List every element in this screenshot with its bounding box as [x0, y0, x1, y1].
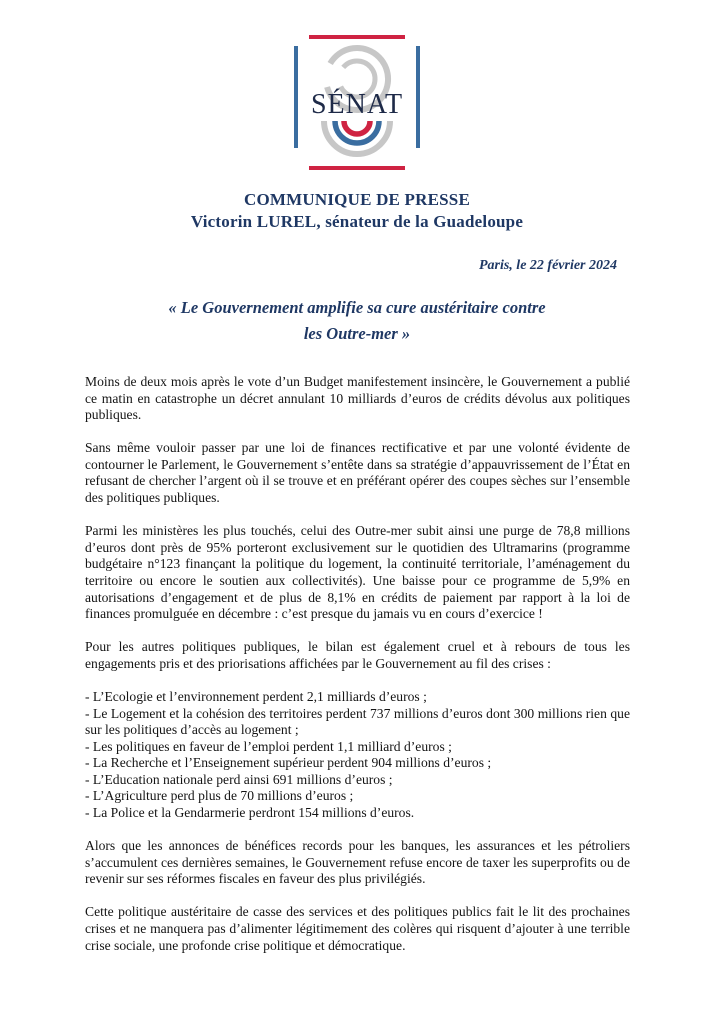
paragraph-strategy: Sans même vouloir passer par une loi de finances rectificative et par une volonté évidente de contourner le Parlement, le Gouvernement s’entête dans sa stratégie d’appauvrissement de l’État en refusant de chercher l’argent où il se trouve et en préférant opérer des coupes sèches sur l’ensemble des politiques publiques.: [85, 440, 630, 506]
list-item-education: - L’Education nationale perd ainsi 691 millions d’euros ;: [85, 771, 393, 787]
author-line: Victorin LUREL, sénateur de la Guadeloupe: [190, 212, 524, 231]
dateline: Paris, le 22 février 2024: [478, 258, 617, 273]
senat-logo: [0, 33, 714, 178]
logo-top-red-bar: [309, 35, 405, 39]
paragraph-conclusion: Cette politique austéritaire de casse des services et des politiques publics fait le lit des prochaines crises et ne manquera pas d’alimenter légitimement des colères qui risquent d’ajouter à une terrible crise sociale, une profonde crise politique et démocratique.: [85, 904, 630, 953]
list-item-police: - La Police et la Gendarmerie perdront 154 millions d’euros.: [85, 805, 415, 821]
press-release-heading: COMMUNIQUE DE PRESSE: [244, 190, 470, 209]
list-item-agriculture: - L’Agriculture perd plus de 70 millions d’euros ;: [85, 788, 354, 804]
senat-logo-text: SÉNAT: [310, 89, 404, 120]
senat-logo-graphic: [292, 33, 422, 173]
logo-right-blue-bar: [416, 46, 420, 148]
logo-left-blue-bar: [294, 46, 298, 148]
document-title-line1: « Le Gouvernement amplifie sa cure austéritaire contre: [168, 298, 546, 317]
paragraph-intro: Moins de deux mois après le vote d’un Budget manifestement insincère, le Gouvernement a publié ce matin en catastrophe un décret annulant 10 milliards d’euros de crédits dévolus aux politiques publiques.: [85, 374, 630, 423]
press-release-header: [0, 189, 714, 233]
list-item-recherche: - La Recherche et l’Enseignement supérieur perdent 904 millions d’euros ;: [85, 755, 492, 771]
paragraph-other-policies: Pour les autres politiques publiques, le bilan est également cruel et à rebours de tous les engagements pris et des priorisations affichées par le Gouvernement au fil des crises :: [85, 639, 630, 671]
list-item-logement: - Le Logement et la cohésion des territoires perdent 737 millions d’euros dont 300 millions rien que sur les politiques d’accès au logement ;: [85, 705, 630, 738]
document-title: [0, 295, 714, 347]
list-item-emploi: - Les politiques en faveur de l’emploi perdent 1,1 milliard d’euros ;: [85, 738, 452, 754]
list-item-ecologie: - L’Ecologie et l’environnement perdent 2,1 milliards d’euros ;: [85, 688, 427, 704]
paragraph-outre-mer: Parmi les ministères les plus touchés, celui des Outre-mer subit ainsi une purge de 78,8 millions d’euros dont près de 95% porteront exclusivement sur le quotidien des Ultramarins (programme budgétaire n°123 finançant la politique du logement, la continuité territoriale, l’aménagement du territoire ou encore le soutien aux collectivités). Une baisse pour ce programme de 5,9% en autorisations d’engagement et de plus de 8,1% en crédits de paiement par rapport à la loi de finances promulguée en décembre : c’est presque du jamais vu en cours d’exercice !: [85, 523, 630, 622]
logo-bottom-red-bar: [309, 166, 405, 170]
paragraph-superprofits: Alors que les annonces de bénéfices records pour les banques, les assurances et les pétroliers s’accumulent ces dernières semaines, le Gouvernement refuse encore de taxer les superprofits ou de revenir sur ses réformes fiscales en faveur des plus privilégiés.: [85, 838, 630, 887]
document-title-line2: les Outre-mer »: [303, 324, 411, 343]
budget-cuts-list: [85, 689, 630, 822]
document-body: [85, 374, 630, 954]
logo-red-arc: [344, 121, 370, 134]
